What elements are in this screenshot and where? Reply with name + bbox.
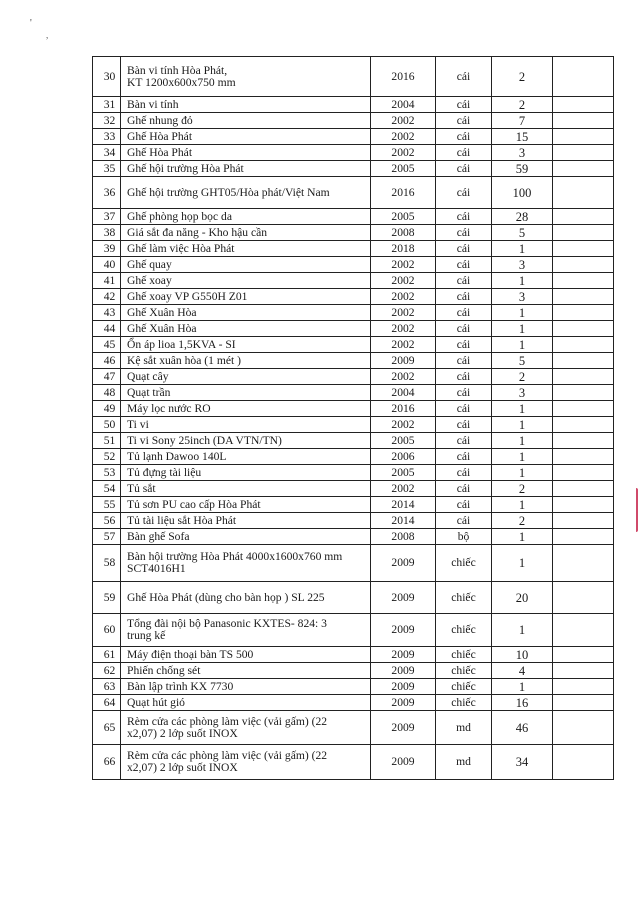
- item-year: 2002: [371, 113, 436, 129]
- row-number: 37: [93, 209, 121, 225]
- table-row: [93, 647, 614, 663]
- item-unit: cái: [436, 225, 492, 241]
- item-year: 2009: [371, 663, 436, 679]
- row-number: 53: [93, 465, 121, 481]
- item-year: 2009: [371, 582, 436, 614]
- row-number: 66: [93, 745, 121, 780]
- item-quantity: 28: [492, 209, 553, 225]
- empty-cell: [553, 497, 614, 513]
- item-name: Phiến chống sét: [121, 663, 371, 679]
- row-number: 43: [93, 305, 121, 321]
- item-quantity: 1: [492, 529, 553, 545]
- item-name: Giá sắt đa năng - Kho hậu cần: [121, 225, 371, 241]
- row-number: 47: [93, 369, 121, 385]
- row-number: 30: [93, 57, 121, 97]
- item-year: 2005: [371, 465, 436, 481]
- item-quantity: 1: [492, 273, 553, 289]
- item-name: Ghế Xuân Hòa: [121, 305, 371, 321]
- item-unit: chiếc: [436, 582, 492, 614]
- table-row: [93, 161, 614, 177]
- table-row: [93, 401, 614, 417]
- table-row: [93, 513, 614, 529]
- item-unit: cái: [436, 513, 492, 529]
- table-row: [93, 663, 614, 679]
- row-number: 46: [93, 353, 121, 369]
- empty-cell: [553, 513, 614, 529]
- item-quantity: 20: [492, 582, 553, 614]
- item-quantity: 1: [492, 241, 553, 257]
- item-quantity: 3: [492, 289, 553, 305]
- empty-cell: [553, 337, 614, 353]
- table-row: [93, 177, 614, 209]
- row-number: 63: [93, 679, 121, 695]
- item-unit: cái: [436, 465, 492, 481]
- row-number: 35: [93, 161, 121, 177]
- item-year: 2016: [371, 57, 436, 97]
- row-number: 39: [93, 241, 121, 257]
- item-name: Ghế Hòa Phát (dùng cho bàn họp ) SL 225: [121, 582, 371, 614]
- item-unit: md: [436, 711, 492, 745]
- item-unit: cái: [436, 449, 492, 465]
- item-unit: cái: [436, 97, 492, 113]
- empty-cell: [553, 385, 614, 401]
- row-number: 60: [93, 614, 121, 647]
- item-year: 2009: [371, 679, 436, 695]
- table-row: [93, 711, 614, 745]
- empty-cell: [553, 97, 614, 113]
- row-number: 34: [93, 145, 121, 161]
- table-row: [93, 745, 614, 780]
- item-unit: cái: [436, 497, 492, 513]
- item-quantity: 10: [492, 647, 553, 663]
- row-number: 51: [93, 433, 121, 449]
- table-row: [93, 113, 614, 129]
- table-row: [93, 289, 614, 305]
- empty-cell: [553, 241, 614, 257]
- item-quantity: 2: [492, 57, 553, 97]
- empty-cell: [553, 481, 614, 497]
- item-unit: cái: [436, 481, 492, 497]
- item-year: 2005: [371, 209, 436, 225]
- item-name: Máy điện thoại bàn TS 500: [121, 647, 371, 663]
- item-quantity: 59: [492, 161, 553, 177]
- table-row: [93, 385, 614, 401]
- item-quantity: 1: [492, 433, 553, 449]
- item-year: 2002: [371, 289, 436, 305]
- item-quantity: 34: [492, 745, 553, 780]
- item-unit: cái: [436, 401, 492, 417]
- empty-cell: [553, 113, 614, 129]
- item-year: 2002: [371, 273, 436, 289]
- table-row: [93, 481, 614, 497]
- item-quantity: 1: [492, 305, 553, 321]
- item-year: 2004: [371, 97, 436, 113]
- empty-cell: [553, 679, 614, 695]
- asset-table-body: [93, 57, 614, 780]
- item-name: Ghế xoay: [121, 273, 371, 289]
- empty-cell: [553, 449, 614, 465]
- item-quantity: 2: [492, 369, 553, 385]
- item-unit: cái: [436, 177, 492, 209]
- item-name: Bàn vi tính Hòa Phát, KT 1200x600x750 mm: [121, 57, 371, 97]
- table-row: [93, 257, 614, 273]
- empty-cell: [553, 545, 614, 582]
- row-number: 38: [93, 225, 121, 241]
- item-name: Quạt hút gió: [121, 695, 371, 711]
- item-unit: bộ: [436, 529, 492, 545]
- row-number: 33: [93, 129, 121, 145]
- item-year: 2018: [371, 241, 436, 257]
- item-name: Bàn lập trình KX 7730: [121, 679, 371, 695]
- item-quantity: 1: [492, 321, 553, 337]
- item-quantity: 1: [492, 401, 553, 417]
- row-number: 55: [93, 497, 121, 513]
- item-quantity: 46: [492, 711, 553, 745]
- item-name: Tủ sắt: [121, 481, 371, 497]
- item-year: 2008: [371, 529, 436, 545]
- row-number: 42: [93, 289, 121, 305]
- item-name: Ghế phòng họp bọc da: [121, 209, 371, 225]
- item-name: Máy lọc nước RO: [121, 401, 371, 417]
- table-row: [93, 695, 614, 711]
- item-year: 2009: [371, 353, 436, 369]
- item-year: 2002: [371, 321, 436, 337]
- scan-mark: ': [30, 18, 32, 29]
- item-unit: cái: [436, 257, 492, 273]
- item-unit: chiếc: [436, 545, 492, 582]
- row-number: 58: [93, 545, 121, 582]
- item-quantity: 100: [492, 177, 553, 209]
- item-quantity: 5: [492, 353, 553, 369]
- item-year: 2006: [371, 449, 436, 465]
- empty-cell: [553, 353, 614, 369]
- row-number: 62: [93, 663, 121, 679]
- item-name: Ghế Hòa Phát: [121, 145, 371, 161]
- item-year: 2005: [371, 161, 436, 177]
- item-name: Ổn áp lioa 1,5KVA - SI: [121, 337, 371, 353]
- item-quantity: 5: [492, 225, 553, 241]
- item-quantity: 2: [492, 97, 553, 113]
- empty-cell: [553, 369, 614, 385]
- row-number: 65: [93, 711, 121, 745]
- item-year: 2009: [371, 711, 436, 745]
- row-number: 41: [93, 273, 121, 289]
- table-row: [93, 305, 614, 321]
- item-name: Quạt cây: [121, 369, 371, 385]
- item-quantity: 3: [492, 257, 553, 273]
- item-name: Ghế nhung đỏ: [121, 113, 371, 129]
- item-quantity: 1: [492, 545, 553, 582]
- item-name: Ti vi Sony 25inch (DA VTN/TN): [121, 433, 371, 449]
- empty-cell: [553, 614, 614, 647]
- item-unit: chiếc: [436, 647, 492, 663]
- item-quantity: 1: [492, 337, 553, 353]
- item-year: 2004: [371, 385, 436, 401]
- item-quantity: 15: [492, 129, 553, 145]
- item-quantity: 2: [492, 513, 553, 529]
- empty-cell: [553, 177, 614, 209]
- item-name: Rèm cửa các phòng làm việc (vải gấm) (22 x2,07) 2 lớp suốt INOX: [121, 745, 371, 780]
- row-number: 31: [93, 97, 121, 113]
- item-year: 2002: [371, 129, 436, 145]
- empty-cell: [553, 209, 614, 225]
- table-row: [93, 369, 614, 385]
- item-unit: cái: [436, 321, 492, 337]
- item-unit: cái: [436, 305, 492, 321]
- item-name: Ghế Xuân Hòa: [121, 321, 371, 337]
- edge-stamp-mark: [632, 488, 638, 532]
- item-unit: cái: [436, 145, 492, 161]
- item-name: Ghế làm việc Hòa Phát: [121, 241, 371, 257]
- empty-cell: [553, 401, 614, 417]
- empty-cell: [553, 529, 614, 545]
- table-row: [93, 273, 614, 289]
- item-year: 2016: [371, 401, 436, 417]
- item-unit: chiếc: [436, 679, 492, 695]
- item-unit: chiếc: [436, 663, 492, 679]
- item-year: 2002: [371, 145, 436, 161]
- item-name: Tủ lạnh Dawoo 140L: [121, 449, 371, 465]
- item-unit: cái: [436, 241, 492, 257]
- item-name: Tổng đài nội bộ Panasonic KXTES- 824: 3 trung kế: [121, 614, 371, 647]
- item-name: Rèm cửa các phòng làm việc (vải gấm) (22 x2,07) 2 lớp suốt INOX: [121, 711, 371, 745]
- item-year: 2009: [371, 745, 436, 780]
- table-row: [93, 529, 614, 545]
- item-quantity: 1: [492, 417, 553, 433]
- item-unit: cái: [436, 385, 492, 401]
- item-name: Ghế xoay VP G550H Z01: [121, 289, 371, 305]
- empty-cell: [553, 321, 614, 337]
- row-number: 52: [93, 449, 121, 465]
- item-quantity: 3: [492, 385, 553, 401]
- item-quantity: 1: [492, 614, 553, 647]
- item-quantity: 1: [492, 449, 553, 465]
- empty-cell: [553, 711, 614, 745]
- item-quantity: 1: [492, 679, 553, 695]
- item-year: 2002: [371, 417, 436, 433]
- table-row: [93, 582, 614, 614]
- empty-cell: [553, 273, 614, 289]
- row-number: 64: [93, 695, 121, 711]
- row-number: 49: [93, 401, 121, 417]
- table-row: [93, 545, 614, 582]
- item-quantity: 1: [492, 465, 553, 481]
- empty-cell: [553, 129, 614, 145]
- item-unit: cái: [436, 57, 492, 97]
- table-row: [93, 57, 614, 97]
- item-quantity: 16: [492, 695, 553, 711]
- table-row: [93, 497, 614, 513]
- table-row: [93, 241, 614, 257]
- item-quantity: 4: [492, 663, 553, 679]
- item-year: 2009: [371, 647, 436, 663]
- empty-cell: [553, 225, 614, 241]
- table-row: [93, 433, 614, 449]
- item-name: Ghế hội trường Hòa Phát: [121, 161, 371, 177]
- item-year: 2002: [371, 481, 436, 497]
- item-year: 2002: [371, 337, 436, 353]
- table-row: [93, 225, 614, 241]
- table-row: [93, 337, 614, 353]
- item-name: Ghế Hòa Phát: [121, 129, 371, 145]
- item-name: Kệ sắt xuân hòa (1 mét ): [121, 353, 371, 369]
- item-year: 2014: [371, 513, 436, 529]
- item-year: 2016: [371, 177, 436, 209]
- row-number: 32: [93, 113, 121, 129]
- row-number: 54: [93, 481, 121, 497]
- item-quantity: 7: [492, 113, 553, 129]
- asset-table: [92, 56, 614, 780]
- row-number: 44: [93, 321, 121, 337]
- empty-cell: [553, 289, 614, 305]
- empty-cell: [553, 57, 614, 97]
- item-unit: cái: [436, 273, 492, 289]
- item-unit: chiếc: [436, 695, 492, 711]
- empty-cell: [553, 417, 614, 433]
- item-name: Bàn vi tính: [121, 97, 371, 113]
- item-unit: cái: [436, 161, 492, 177]
- table-row: [93, 209, 614, 225]
- item-year: 2002: [371, 257, 436, 273]
- table-row: [93, 679, 614, 695]
- item-name: Bàn ghế Sofa: [121, 529, 371, 545]
- item-name: Quạt trần: [121, 385, 371, 401]
- empty-cell: [553, 695, 614, 711]
- row-number: 45: [93, 337, 121, 353]
- row-number: 48: [93, 385, 121, 401]
- item-quantity: 1: [492, 497, 553, 513]
- item-year: 2002: [371, 305, 436, 321]
- item-quantity: 3: [492, 145, 553, 161]
- item-name: Bàn hội trường Hòa Phát 4000x1600x760 mm SCT4016H1: [121, 545, 371, 582]
- item-name: Ghế quay: [121, 257, 371, 273]
- item-name: Ti vi: [121, 417, 371, 433]
- item-year: 2009: [371, 614, 436, 647]
- empty-cell: [553, 465, 614, 481]
- row-number: 57: [93, 529, 121, 545]
- empty-cell: [553, 647, 614, 663]
- empty-cell: [553, 433, 614, 449]
- item-year: 2009: [371, 695, 436, 711]
- row-number: 61: [93, 647, 121, 663]
- table-row: [93, 449, 614, 465]
- table-row: [93, 129, 614, 145]
- row-number: 56: [93, 513, 121, 529]
- item-year: 2005: [371, 433, 436, 449]
- item-unit: md: [436, 745, 492, 780]
- item-unit: cái: [436, 113, 492, 129]
- item-year: 2008: [371, 225, 436, 241]
- empty-cell: [553, 305, 614, 321]
- table-row: [93, 321, 614, 337]
- item-unit: cái: [436, 289, 492, 305]
- empty-cell: [553, 145, 614, 161]
- row-number: 36: [93, 177, 121, 209]
- item-year: 2014: [371, 497, 436, 513]
- table-row: [93, 465, 614, 481]
- empty-cell: [553, 161, 614, 177]
- item-name: Ghế hội trường GHT05/Hòa phát/Việt Nam: [121, 177, 371, 209]
- row-number: 50: [93, 417, 121, 433]
- item-name: Tủ sơn PU cao cấp Hòa Phát: [121, 497, 371, 513]
- table-row: [93, 614, 614, 647]
- item-year: 2002: [371, 369, 436, 385]
- table-row: [93, 145, 614, 161]
- item-unit: cái: [436, 337, 492, 353]
- table-row: [93, 417, 614, 433]
- item-unit: cái: [436, 209, 492, 225]
- empty-cell: [553, 663, 614, 679]
- item-unit: cái: [436, 417, 492, 433]
- item-unit: cái: [436, 353, 492, 369]
- empty-cell: [553, 582, 614, 614]
- item-year: 2009: [371, 545, 436, 582]
- row-number: 40: [93, 257, 121, 273]
- table-row: [93, 353, 614, 369]
- item-unit: cái: [436, 129, 492, 145]
- empty-cell: [553, 257, 614, 273]
- table-row: [93, 97, 614, 113]
- item-quantity: 2: [492, 481, 553, 497]
- item-name: Tủ tài liệu sắt Hòa Phát: [121, 513, 371, 529]
- item-unit: chiếc: [436, 614, 492, 647]
- empty-cell: [553, 745, 614, 780]
- item-name: Tủ đựng tài liệu: [121, 465, 371, 481]
- item-unit: cái: [436, 369, 492, 385]
- row-number: 59: [93, 582, 121, 614]
- item-unit: cái: [436, 433, 492, 449]
- scan-mark: ,: [46, 30, 49, 40]
